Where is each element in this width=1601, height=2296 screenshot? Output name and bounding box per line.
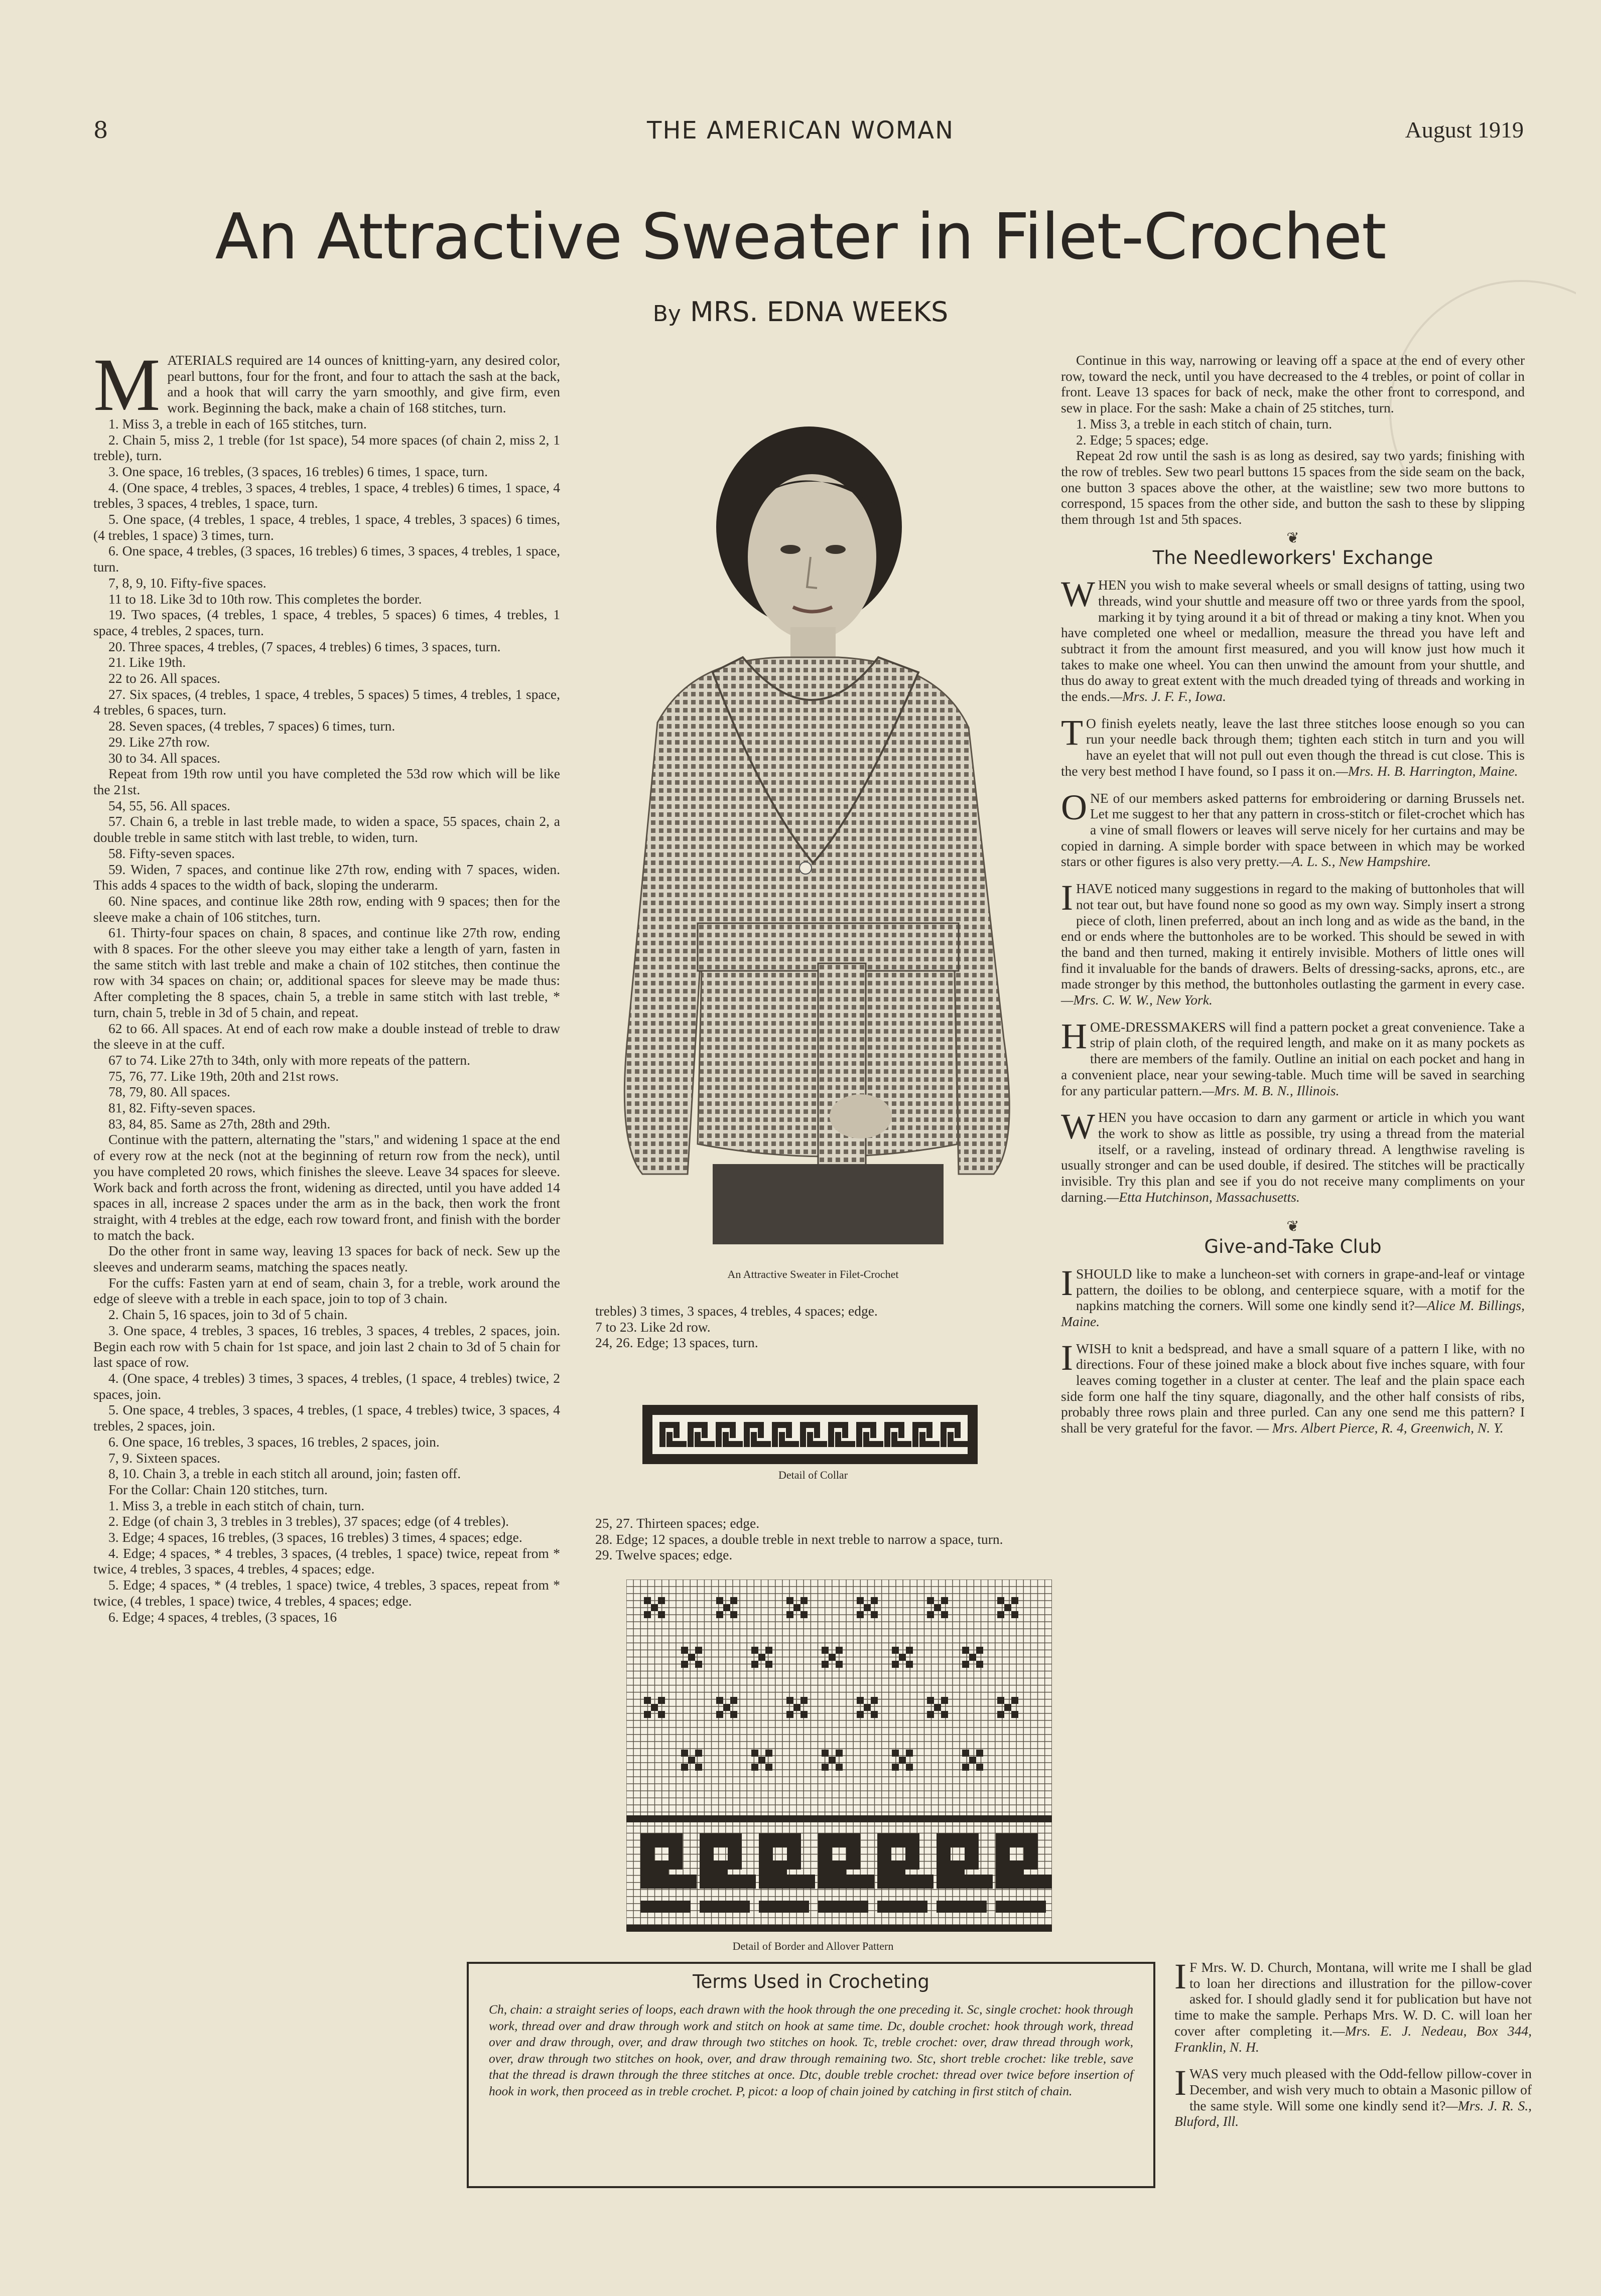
instruction-paragraph: 20. Three spaces, 4 trebles, (7 spaces, 4 trebles) 6 times, 3 spaces, turn. — [108, 638, 501, 654]
letter-signature: — Mrs. Albert Pierce, R. 4, Greenwich, N. Y. — [1253, 1420, 1504, 1436]
lead-text: ATERIALS required are 14 ounces of knitting-yarn, any desired color, pearl buttons, four for the front, and four to attach the sash at the back, and a hook that will carry the yarn smoothly, and give firm, even work. Beginning the back, make a chain of 168 stitches, turn. — [167, 352, 560, 416]
letter-item — [1174, 1956, 1532, 2055]
magazine-title: THE AMERICAN WOMAN — [647, 116, 954, 145]
instruction-paragraph: 29. Like 27th row. — [108, 734, 210, 750]
instruction-paragraph: 29. Twelve spaces; edge. — [595, 1547, 733, 1563]
pattern-block — [681, 1750, 688, 1757]
spacer — [1061, 1008, 1525, 1019]
pattern-block — [941, 1697, 948, 1704]
pattern-block — [906, 1750, 913, 1757]
collar-key-block — [666, 1432, 673, 1447]
pattern-block — [1010, 1860, 1024, 1889]
letter-item — [1061, 787, 1525, 870]
instruction-paragraph: 58. Fifty-seven spaces. — [108, 845, 235, 861]
instruction-paragraph: Continue with the pattern, alternating the "stars," and widening 1 space at the end of every row at the neck (not at the beginning of return row from the neck), until you have completed 20 rows, which finishes the sleeve. Leave 34 spaces for sleeve. Work back and forth across the front, widening as directed, until you have added 14 spaces in all, increase 2 spaces under the arm as in the back, then work the front straight, with 4 trebles at the edge, each row toward front, and finish with the border to match the back. — [93, 1131, 560, 1243]
pattern-block — [723, 1704, 730, 1711]
instruction-paragraph: 3. One space, 4 trebles, 3 spaces, 16 trebles, 3 spaces, 4 trebles, 2 spaces, join. Begin each row with 5 chain for 1st space, and join last 2 chain to 3d of 5 chain for last space of row. — [93, 1322, 560, 1370]
club-heading: Give-and-Take Club — [1204, 1236, 1382, 1258]
letter-text: WAS very much pleased with the Odd-fellow pillow-cover in December, and wish very much to obtain a Masonic pillow of the same style. Will some one kindly send it? — [1189, 2066, 1532, 2113]
photo-caption: An Attractive Sweater in Filet-Crochet — [727, 1268, 899, 1280]
letter-signature: —Etta Hutchinson, Massachusetts. — [1106, 1189, 1300, 1205]
pattern-block — [1004, 1604, 1011, 1611]
pattern-block — [681, 1764, 688, 1771]
spacer — [1061, 1330, 1525, 1341]
pattern-block — [1011, 1711, 1018, 1718]
spacer — [1061, 704, 1525, 715]
instruction-paragraph: 7, 9. Sixteen spaces. — [108, 1450, 221, 1466]
byline-author: MRS. EDNA WEEKS — [690, 296, 949, 328]
pattern-block — [818, 1901, 868, 1913]
pattern-block — [941, 1611, 948, 1618]
letter-text: HEN you wish to make several wheels or small designs of tatting, using two threads, wind your shuttle and measure off two or three yards from the spool, marking it by tying around it a bit of thread or making a tiny knot. When you have completed one wheel or medallion, measure the thread you have left and subtract it from the amount first measured, and you will know just how much it takes to make one wheel. You can then unwind the amount from your shuttle, and thus do away to great extent with the much dreaded tying of threads and working in the ends. — [1061, 577, 1525, 704]
right-column — [1061, 352, 1525, 1447]
letter-signature: —Mrs. J. R. S., Bluford, Ill. — [1174, 2097, 1532, 2129]
pattern-block — [681, 1661, 688, 1668]
pattern-block — [927, 1711, 934, 1718]
collar-key-block — [814, 1422, 820, 1438]
pattern-block — [695, 1750, 702, 1757]
pattern-block — [640, 1901, 691, 1913]
letter-item — [1061, 1262, 1525, 1330]
border-caption: Detail of Border and Allover Pattern — [732, 1940, 894, 1952]
pattern-block — [976, 1764, 983, 1771]
letter-signature: —Mrs. J. F. F., Iowa. — [1110, 688, 1226, 704]
letter-signature: —Mrs. H. B. Harrington, Maine. — [1336, 763, 1518, 779]
pattern-block — [644, 1611, 651, 1618]
collar-key-block — [730, 1422, 736, 1438]
collar-key-block — [702, 1422, 708, 1438]
pattern-block — [669, 1833, 683, 1870]
pattern-block — [681, 1647, 688, 1654]
instruction-paragraph: Do the other front in same way, leaving 13 spaces for back of neck. Sew up the sleeves and underarm seams, matching the spaces neatly. — [93, 1243, 560, 1275]
instruction-paragraph: 2. Edge (of chain 3, 3 trebles in 3 trebles), 37 spaces; edge (of 4 trebles). — [108, 1513, 509, 1529]
instruction-paragraph: Repeat 2d row until the sash is as long as desired, say two yards; finishing with the row of trebles. Sew two pearl buttons 15 spaces from the side seam on the back, one button 3 spaces above the other, at the waistline; sew two more buttons to correspond, 15 spaces from the other side, and button the sash to these by slipping them through 1st and 5th spaces. — [1061, 448, 1525, 527]
pattern-block — [651, 1604, 658, 1611]
instruction-paragraph: 8, 10. Chain 3, a treble in each stitch all around, join; fasten off. — [108, 1466, 461, 1482]
terms-box — [467, 1962, 1155, 2188]
pattern-block — [976, 1647, 983, 1654]
instruction-paragraph: 21. Like 19th. — [108, 654, 186, 670]
instruction-paragraph: 6. Edge; 4 spaces, 4 trebles, (3 spaces, 16 — [108, 1609, 337, 1625]
collar-key-block — [786, 1422, 792, 1438]
pattern-block — [695, 1661, 702, 1668]
pattern-block — [1004, 1704, 1011, 1711]
pattern-block — [927, 1597, 934, 1604]
pattern-block — [644, 1711, 651, 1718]
spacer — [1061, 1098, 1525, 1109]
letter-text: HEN you have occasion to darn any garment or article in which you want the work to show as little as possible, try using a thread from the material itself, or a raveling, instead of ordinary thread. A lengthwise raveling is usually stronger and can be used double, if desired. The stitches will be practically invisible. Try this plan and see if you do not receive many compliments on your darning. — [1061, 1109, 1525, 1205]
pattern-block — [892, 1647, 899, 1654]
pattern-block — [962, 1764, 969, 1771]
pattern-block — [765, 1647, 772, 1654]
pattern-block — [836, 1647, 843, 1654]
pattern-block — [962, 1661, 969, 1668]
pattern-block — [846, 1833, 860, 1870]
pattern-block — [906, 1647, 913, 1654]
pattern-block — [759, 1901, 809, 1913]
pattern-block — [751, 1647, 758, 1654]
pattern-block — [934, 1604, 941, 1611]
pattern-block — [626, 1925, 1052, 1932]
spacer — [1174, 2129, 1532, 2140]
pattern-block — [654, 1860, 669, 1889]
pattern-block — [801, 1597, 808, 1604]
pattern-block — [822, 1750, 829, 1757]
exchange-items — [1061, 574, 1525, 1216]
pattern-block — [1011, 1597, 1018, 1604]
spacer — [1061, 870, 1525, 881]
collar-key-block — [674, 1422, 680, 1438]
club-items — [1061, 1262, 1525, 1447]
pattern-block — [871, 1597, 878, 1604]
pattern-block — [751, 1750, 758, 1757]
pattern-block — [695, 1764, 702, 1771]
collar-key-block — [870, 1422, 876, 1438]
instruction-paragraph: 5. One space, 4 trebles, 3 spaces, 4 trebles, (1 space, 4 trebles) twice, 3 spaces, 4 trebles, 2 spaces, join. — [93, 1402, 560, 1434]
instruction-paragraph: 61. Thirty-four spaces on chain, 8 spaces, and continue like 27th row, ending with 8 spaces. For the other sleeve you may either take a length of yarn, fasten in the same stitch with last treble and make a chain of 102 stitches, then continue the row with 34 spaces on chain; or, additional spaces for sleeve may be made thus: After completing the 8 spaces, chain 5, a treble in same stitch with last treble, * turn, chain 5, treble in 3d of 5 chain, and repeat. — [93, 925, 560, 1020]
terms-body: Ch, chain: a straight series of loops, each drawn with the hook through the one preceding it. Sc, single crochet: hook through work, thread over and draw through work and stitch on hook at same time. Dc, double crochet: hook through work, thread over and draw through, over, and draw through two stitches on hook. Tc, treble crochet: over, draw thread through work, over, draw through two stitches on hook, over, and draw through remaining two. Stc, short treble crochet: like treble, save that the thread is drawn through the three stitches at once. Dtc, double treble crochet: thread over twice before insertion of hook in work, then proceed as in treble crochet. P, picot: a loop of chain joined by catching in first stitch of chain. — [489, 2002, 1133, 2098]
pattern-block — [801, 1697, 808, 1704]
instruction-paragraph: Continue in this way, narrowing or leaving off a space at the end of every other row, toward the neck, until you have decreased to the 4 trebles, or point of collar in front. Leave 13 spaces for back of neck, make the other front to correspond, and sew in place. For the sash: Make a chain of 25 stitches, turn. — [1061, 352, 1525, 416]
instruction-paragraph: 24, 26. Edge; 13 spaces, turn. — [595, 1335, 758, 1351]
pattern-block — [871, 1697, 878, 1704]
collar-detail-chart — [642, 1405, 978, 1464]
letter-drop-cap: W — [1061, 574, 1095, 615]
instruction-paragraph: 3. Edge; 4 spaces, 16 trebles, (3 spaces, 16 trebles) 3 times, 4 spaces; edge. — [108, 1529, 522, 1545]
pattern-block — [786, 1597, 793, 1604]
pattern-block — [927, 1611, 934, 1618]
pattern-block — [801, 1711, 808, 1718]
left-paragraphs — [93, 416, 560, 1625]
middle-column-top — [580, 1303, 1047, 1351]
instruction-paragraph: 28. Seven spaces, (4 trebles, 7 spaces) 6 times, turn. — [108, 718, 395, 734]
issue-date: August 1919 — [1405, 117, 1524, 142]
pattern-block — [969, 1757, 976, 1764]
collar-caption: Detail of Collar — [778, 1469, 848, 1481]
pattern-block — [801, 1611, 808, 1618]
instruction-paragraph: 54, 55, 56. All spaces. — [108, 797, 230, 813]
pattern-block — [857, 1597, 864, 1604]
letter-signature: —Mrs. E. J. Nedeau, Box 344, Franklin, N. H. — [1174, 2023, 1532, 2055]
pattern-block — [941, 1597, 948, 1604]
collar-key-block — [891, 1432, 897, 1447]
instruction-paragraph: 78, 79, 80. All spaces. — [108, 1084, 230, 1100]
pattern-block — [836, 1750, 843, 1757]
pattern-block — [822, 1661, 829, 1668]
pattern-block — [829, 1757, 836, 1764]
letter-signature: —Mrs. C. W. W., New York. — [1061, 992, 1213, 1008]
pattern-block — [751, 1661, 758, 1668]
collar-key-block — [955, 1422, 961, 1438]
ornament-2-icon: ❦ — [1286, 1218, 1299, 1235]
spacer — [1061, 1436, 1525, 1447]
pattern-block — [786, 1711, 793, 1718]
pattern-block — [730, 1597, 737, 1604]
instruction-paragraph: 1. Miss 3, a treble in each of 165 stitches, turn. — [108, 415, 367, 432]
pattern-block — [644, 1597, 651, 1604]
letter-item — [1061, 878, 1525, 1008]
drop-cap: M — [93, 343, 161, 426]
instruction-paragraph: 7, 8, 9, 10. Fifty-five spaces. — [108, 575, 266, 591]
pattern-block — [751, 1764, 758, 1771]
instruction-paragraph: 67 to 74. Like 27th to 34th, only with more repeats of the pattern. — [108, 1052, 470, 1068]
pattern-block — [864, 1604, 871, 1611]
exchange-heading: The Needleworkers' Exchange — [1152, 547, 1433, 569]
pattern-block — [829, 1654, 836, 1661]
letter-drop-cap: H — [1061, 1016, 1087, 1056]
letter-text: WISH to knit a bedspread, and have a small square of a pattern I like, with no directions. Four of these joined make a block about five inches square, with four leaves coming together in a cluster at center. The leaf and the plain space each side form one half the tiny square, diagonally, and the other half consists of ribs, probably three rows plain and three purled. Can any one send me this pattern? I shall be very grateful for the favor. — [1061, 1340, 1525, 1436]
pattern-block — [773, 1860, 787, 1889]
collar-key-block — [779, 1432, 785, 1447]
pattern-block — [758, 1654, 765, 1661]
letter-item — [1061, 1106, 1525, 1205]
letter-drop-cap: I — [1061, 1337, 1073, 1378]
spacer — [1061, 779, 1525, 790]
collar-key-block — [926, 1422, 932, 1438]
sweater-photo — [577, 361, 1049, 1244]
instruction-paragraph: 57. Chain 6, a treble in last treble made, to widen a space, 55 spaces, chain 2, a double treble in same stitch with last treble, to widen, turn. — [93, 813, 560, 845]
pattern-block — [997, 1597, 1004, 1604]
letter-drop-cap: W — [1061, 1106, 1095, 1147]
instruction-paragraph: 4. Edge; 4 spaces, * 4 trebles, 3 spaces, (4 trebles, 1 space) twice, repeat from * twice, 4 trebles, 3 spaces, 4 trebles, 4 spaces; edge. — [93, 1545, 560, 1577]
pattern-block — [758, 1757, 765, 1764]
pattern-block — [728, 1833, 742, 1870]
pattern-block — [793, 1704, 801, 1711]
letter-drop-cap: T — [1061, 712, 1083, 753]
letter-text: O finish eyelets neatly, leave the last three stitches loose enough so you can run your needle back through them; tighten each stitch in turn and you will have an eyelet that will not pull out even though the thread is cut close. This is the very best method I have found, so I pass it on. — [1061, 715, 1525, 779]
pattern-block — [1011, 1611, 1018, 1618]
instruction-paragraph: trebles) 3 times, 3 spaces, 4 trebles, 4 spaces; edge. — [595, 1303, 878, 1319]
pattern-block — [658, 1697, 665, 1704]
pattern-block — [997, 1611, 1004, 1618]
page-number: 8 — [93, 116, 108, 144]
pattern-block — [688, 1654, 695, 1661]
letter-drop-cap: O — [1061, 787, 1087, 827]
instruction-paragraph: 30 to 34. All spaces. — [108, 750, 221, 766]
spacer — [1174, 2055, 1532, 2066]
pattern-block — [716, 1611, 723, 1618]
collar-key-block — [948, 1432, 954, 1447]
right-column-lower — [1174, 1956, 1532, 2140]
pattern-block — [716, 1711, 723, 1718]
collar-key-block — [807, 1432, 813, 1447]
pattern-block — [626, 1815, 1052, 1822]
pattern-block — [905, 1833, 919, 1870]
pattern-block — [951, 1860, 965, 1889]
letter-text: F Mrs. W. D. Church, Montana, will write me I shall be glad to loan her directions and illustration for the pillow-cover asked for. I should gladly send it for publication but have not time to make the sample. Perhaps Mrs. W. D. C. will loan her cover after completing it. — [1174, 1959, 1532, 2039]
pattern-block — [765, 1661, 772, 1668]
letter-item — [1061, 1337, 1525, 1436]
instruction-paragraph: For the Collar: Chain 120 stitches, turn. — [108, 1481, 328, 1497]
pattern-block — [658, 1597, 665, 1604]
instruction-paragraph: 1. Miss 3, a treble in each stitch of chain, turn. — [108, 1497, 365, 1513]
middle-column-after-collar — [580, 1515, 1047, 1563]
article-title: An Attractive Sweater in Filet-Crochet — [215, 200, 1386, 273]
pattern-block — [857, 1697, 864, 1704]
pattern-block — [962, 1750, 969, 1757]
pattern-block — [651, 1704, 658, 1711]
pattern-block — [730, 1611, 737, 1618]
pattern-block — [644, 1697, 651, 1704]
instruction-paragraph: 81, 82. Fifty-seven spaces. — [108, 1100, 256, 1116]
letter-signature: —A. L. S., New Hampshire. — [1279, 853, 1431, 870]
instruction-paragraph: 11 to 18. Like 3d to 10th row. This completes the border. — [108, 591, 422, 607]
terms-heading: Terms Used in Crocheting — [693, 1971, 929, 1992]
instruction-paragraph: 7 to 23. Like 2d row. — [595, 1319, 711, 1335]
pattern-block — [716, 1697, 723, 1704]
byline-by: By — [652, 301, 681, 327]
pattern-block — [723, 1604, 730, 1611]
pattern-block — [937, 1901, 987, 1913]
pattern-block — [730, 1697, 737, 1704]
collar-key-block — [835, 1432, 841, 1447]
instruction-paragraph: 6. One space, 4 trebles, (3 spaces, 16 trebles) 6 times, 3 spaces, 4 trebles, 1 space, turn. — [93, 543, 560, 575]
instruction-paragraph: 27. Six spaces, (4 trebles, 1 space, 4 trebles, 5 spaces) 5 times, 4 trebles, 1 space, 4 trebles, 6 spaces, turn. — [93, 686, 560, 718]
instruction-paragraph: 28. Edge; 12 spaces, a double treble in next treble to narrow a space, turn. — [595, 1531, 1003, 1547]
letter-drop-cap: I — [1174, 2063, 1186, 2103]
woman-in-sweater-illustration — [577, 361, 1049, 1244]
pattern-block — [836, 1661, 843, 1668]
spacer — [1061, 1205, 1525, 1216]
letter-text: SHOULD like to make a luncheon-set with corners in grape-and-leaf or vintage pattern, the doilies to be oblong, and centerpiece square, with a motif for the napkins matching the corners. Will some one kindly send it? — [1076, 1265, 1525, 1314]
middle-top-paragraphs — [580, 1303, 1047, 1351]
instruction-paragraph: 62 to 66. All spaces. At end of each row make a double instead of treble to draw the sleeve in at the cuff. — [93, 1020, 560, 1052]
pattern-block — [857, 1611, 864, 1618]
pattern-block — [934, 1704, 941, 1711]
pattern-block — [1011, 1697, 1018, 1704]
instruction-paragraph: 3. One space, 16 trebles, (3 spaces, 16 trebles) 6 times, 1 space, turn. — [108, 463, 488, 479]
pattern-block — [892, 1750, 899, 1757]
letter-text: OME-DRESSMAKERS will find a pattern pocket a great convenience. Take a strip of plain cloth, of the required length, and make on it as many pockets as there are members of the family. Outline an initial on each pocket and hang in a convenient place, near your sewing-table. Much time will be saved in searching for any particular pattern. — [1061, 1019, 1525, 1098]
pattern-block — [1024, 1833, 1038, 1870]
byline — [0, 296, 1601, 328]
instruction-paragraph: 19. Two spaces, (4 trebles, 1 space, 4 trebles, 5 spaces) 6 times, 4 trebles, 1 space, 4 trebles, 2 spaces, turn. — [93, 607, 560, 638]
pattern-block — [892, 1764, 899, 1771]
pattern-block — [997, 1697, 1004, 1704]
pattern-block — [962, 1647, 969, 1654]
instruction-paragraph: 4. (One space, 4 trebles) 3 times, 3 spaces, 4 trebles, (1 space, 4 trebles) twice, 2 spaces, join. — [93, 1370, 560, 1402]
collar-key-block — [695, 1432, 701, 1447]
pattern-block — [997, 1711, 1004, 1718]
letter-text: NE of our members asked patterns for embroidering or darning Brussels net. Let me suggest to her that any pattern in cross-stitch or filet-crochet which has a vine of small flowers or leaves will serve nicely for her curtains and may be copied in darning. A simple border with space between in which may be worked stars or other figures is also very pretty. — [1061, 790, 1525, 870]
pattern-block — [787, 1833, 801, 1870]
pattern-block — [976, 1750, 983, 1757]
pattern-block — [892, 1661, 899, 1668]
pattern-block — [832, 1860, 846, 1889]
letter-signature: —Alice M. Billings, Maine. — [1061, 1298, 1525, 1329]
pattern-block — [899, 1654, 906, 1661]
pattern-block — [793, 1604, 801, 1611]
instruction-paragraph: 59. Widen, 7 spaces, and continue like 27th row, ending with 7 spaces, widen. This adds 4 spaces to the width of back, sloping the underarm. — [93, 861, 560, 893]
pattern-block — [716, 1597, 723, 1604]
collar-key-block — [723, 1432, 729, 1447]
pattern-block — [786, 1611, 793, 1618]
pattern-block — [700, 1901, 750, 1913]
pattern-block — [976, 1661, 983, 1668]
letter-drop-cap: I — [1061, 1262, 1073, 1303]
letter-text: HAVE noticed many suggestions in regard to the making of buttonholes that will not tear out, but have found none so good as my own way. Simply insert a strong piece of cloth, linen preferred, about an inch long and as wide as the band, in the end or ends where the buttonholes are to be worked. This should be sewed in with the band and then turned, making it entirely invisible. Mothers of little ones will find it invaluable for the bands of drawers. Belts of dressing-sacks, aprons, etc., are made stronger by this method, the buttonholes outlasting the garment in every case. — [1061, 881, 1525, 992]
instruction-paragraph: 2. Chain 5, miss 2, 1 treble (for 1st space), 54 more spaces (of chain 2, miss 2, 1 treble), turn. — [93, 432, 560, 464]
instruction-paragraph: 2. Chain 5, 16 spaces, join to 3d of 5 chain. — [108, 1307, 348, 1323]
pattern-block — [871, 1611, 878, 1618]
pattern-block — [765, 1764, 772, 1771]
collar-key-block — [863, 1432, 869, 1447]
instruction-paragraph: 25, 27. Thirteen spaces; edge. — [595, 1515, 760, 1531]
pattern-block — [730, 1711, 737, 1718]
pattern-block — [695, 1647, 702, 1654]
club-items-lower — [1174, 1956, 1532, 2140]
left-column — [93, 343, 560, 1625]
pattern-block — [822, 1764, 829, 1771]
pattern-block — [857, 1711, 864, 1718]
letter-signature: —Mrs. M. B. N., Illinois. — [1202, 1082, 1340, 1098]
pattern-block — [941, 1711, 948, 1718]
pattern-block — [658, 1611, 665, 1618]
pattern-block — [996, 1901, 1046, 1913]
pattern-block — [864, 1704, 871, 1711]
ornament-1-icon: ❦ — [1286, 529, 1299, 546]
pattern-block — [899, 1757, 906, 1764]
instruction-paragraph: 6. One space, 16 trebles, 3 spaces, 16 trebles, 2 spaces, join. — [108, 1433, 440, 1450]
collar-key-block — [842, 1422, 848, 1438]
instruction-paragraph: For the cuffs: Fasten yarn at end of seam, chain 3, for a treble, work around the edge of sleeve with a treble in each space, join to top of 3 chain. — [93, 1274, 560, 1307]
pattern-block — [877, 1901, 927, 1913]
letter-drop-cap: I — [1061, 878, 1073, 918]
pattern-block — [891, 1860, 905, 1889]
instruction-paragraph: 5. Edge; 4 spaces, * (4 trebles, 1 space) twice, 4 trebles, 3 spaces, repeat from * twice, (4 trebles, 1 space) twice, 4 trebles, 4 spaces; edge. — [93, 1577, 560, 1609]
instruction-paragraph: Repeat from 19th row until you have completed the 53d row which will be like the 21st. — [93, 766, 560, 797]
instruction-paragraph: 75, 76, 77. Like 19th, 20th and 21st rows. — [108, 1068, 339, 1084]
pattern-block — [822, 1647, 829, 1654]
instruction-paragraph: 4. (One space, 4 trebles, 3 spaces, 4 trebles, 1 space, 4 trebles) 6 times, 1 space, 4 trebles, 3 spaces, 4 trebles, 1 space, turn. — [93, 479, 560, 511]
pattern-block — [871, 1711, 878, 1718]
letter-item — [1061, 712, 1525, 779]
letter-item — [1061, 1016, 1525, 1099]
pattern-block — [906, 1764, 913, 1771]
collar-key-block — [751, 1432, 757, 1447]
letter-item — [1174, 2063, 1532, 2129]
pattern-block — [965, 1833, 979, 1870]
collar-key-block — [758, 1422, 764, 1438]
letter-item — [1061, 574, 1525, 704]
instruction-paragraph: 1. Miss 3, a treble in each stitch of chain, turn. — [1076, 415, 1332, 432]
instruction-paragraph: 83, 84, 85. Same as 27th, 28th and 29th. — [108, 1115, 331, 1131]
pattern-block — [906, 1661, 913, 1668]
instruction-paragraph: 22 to 26. All spaces. — [108, 670, 221, 686]
pattern-block — [927, 1697, 934, 1704]
collar-key-block — [898, 1422, 904, 1438]
letter-drop-cap: I — [1174, 1956, 1186, 1996]
border-pattern-chart — [626, 1580, 1052, 1932]
pattern-block — [714, 1860, 728, 1889]
pattern-block — [765, 1750, 772, 1757]
instruction-paragraph: 5. One space, (4 trebles, 1 space, 4 trebles, 1 space, 4 trebles, 3 spaces) 6 times, (4 trebles, 1 space) 3 times, turn. — [93, 511, 560, 543]
right-continuation — [1061, 352, 1525, 527]
pattern-block — [688, 1757, 695, 1764]
pattern-block — [786, 1697, 793, 1704]
collar-key-block — [919, 1432, 925, 1447]
instruction-paragraph: 60. Nine spaces, and continue like 28th row, ending with 9 spaces; then for the sleeve make a chain of 106 stitches, turn. — [93, 893, 560, 925]
instruction-paragraph: 2. Edge; 5 spaces; edge. — [1076, 432, 1209, 448]
pattern-block — [969, 1654, 976, 1661]
pattern-block — [836, 1764, 843, 1771]
pattern-block — [658, 1711, 665, 1718]
